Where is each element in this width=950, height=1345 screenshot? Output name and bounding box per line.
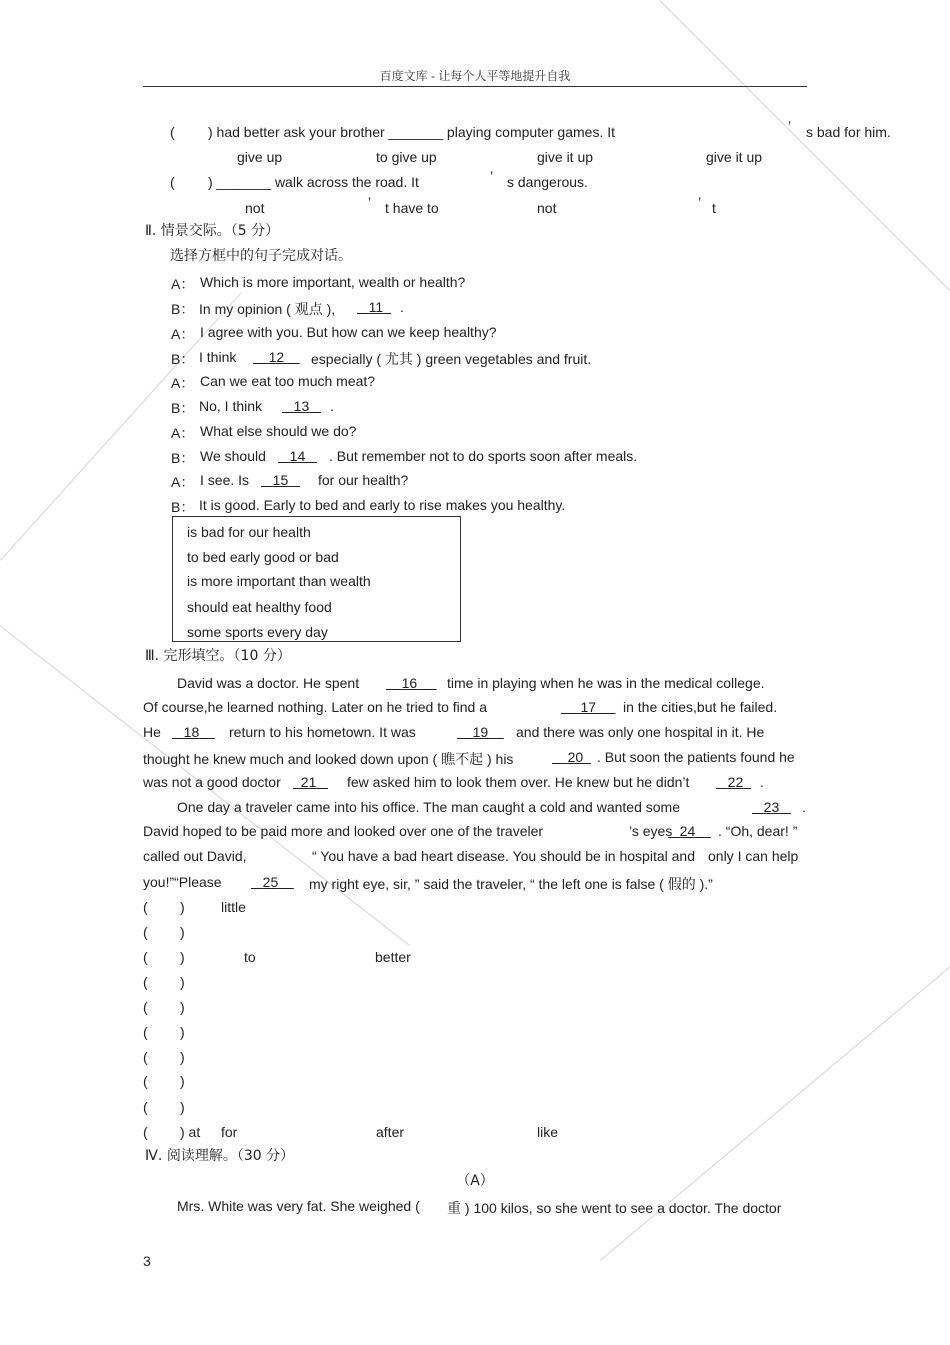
answer-blank: 12: [268, 349, 285, 365]
box-option: should eat healthy food: [187, 599, 332, 615]
box-option: is more important than wealth: [187, 573, 371, 589]
part-label: （A）: [456, 1173, 494, 1189]
answer-blank: 20: [567, 749, 584, 765]
page-header: 百度文库 - 让每个人平等地提升自我: [379, 69, 571, 83]
section-title: Ⅱ. 情景交际。（5 分）: [145, 223, 280, 239]
box-option: some sports every day: [187, 624, 328, 640]
option-box: [172, 516, 461, 642]
answer-blank: 23: [763, 799, 780, 815]
answer-blank: 13: [293, 398, 310, 414]
answer-blank: 22: [727, 774, 744, 790]
section-title: Ⅲ. 完形填空。（10 分）: [145, 648, 291, 664]
watermark-line: [659, 0, 950, 298]
page-number: 3: [143, 1253, 151, 1269]
answer-blank: 25: [262, 874, 279, 890]
answer-blank: 17: [580, 699, 597, 715]
answer-blank: 24: [679, 823, 696, 839]
box-option: is bad for our health: [187, 524, 311, 540]
answer-blank: 15: [272, 472, 289, 488]
answer-blank: 14: [289, 448, 306, 464]
answer-blank: 16: [401, 675, 418, 691]
answer-blank: 19: [472, 724, 489, 740]
box-option: to bed early good or bad: [187, 549, 339, 565]
answer-blank: 21: [300, 774, 317, 790]
header-rule: [143, 86, 807, 87]
section-title: Ⅳ. 阅读理解。（30 分）: [145, 1148, 295, 1164]
answer-blank: 11: [368, 299, 384, 315]
answer-blank: 18: [183, 724, 200, 740]
section-instruction: 选择方框中的句子完成对话。: [170, 248, 352, 264]
